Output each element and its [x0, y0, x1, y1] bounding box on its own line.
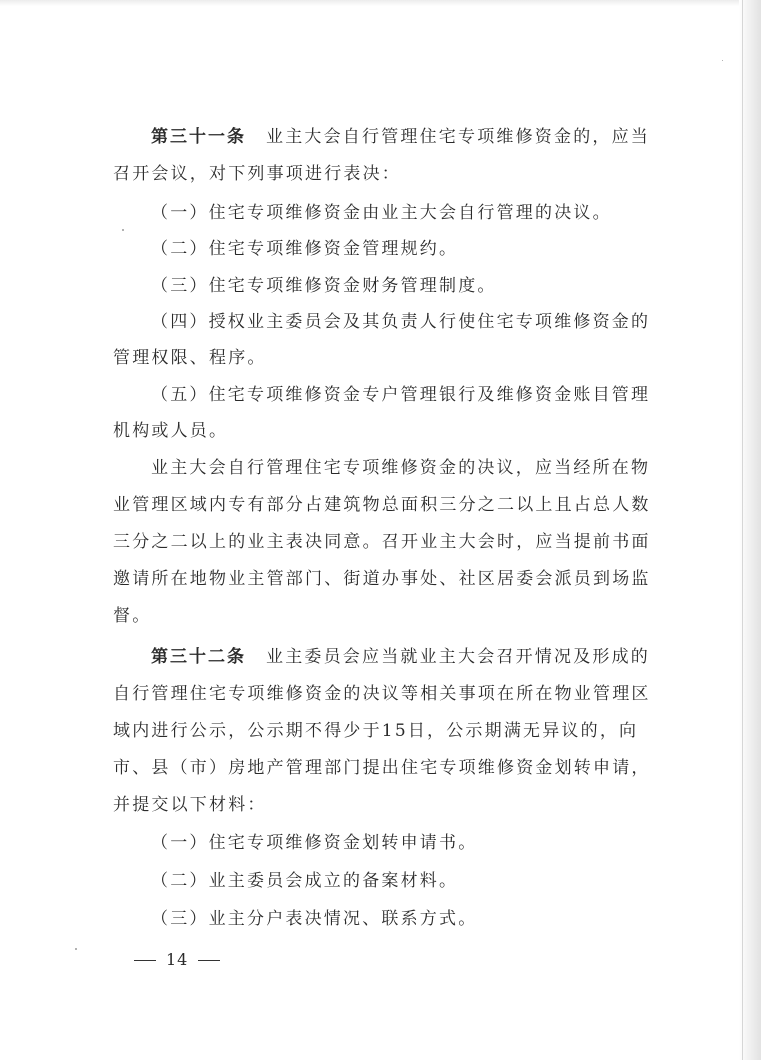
scan-speck [722, 60, 723, 61]
article-32-heading: 第三十二条 [151, 647, 246, 667]
article-32-line-4: 市、县（市）房地产管理部门提出住宅专项维修资金划转申请， [113, 758, 651, 778]
footer-dash-right [198, 960, 220, 961]
page-number: 14 [166, 950, 189, 969]
article-31-item-4-line-2: 管理权限、程序。 [113, 348, 267, 368]
article-32-text: 业主委员会应当就业主大会召开情况及形成的 [266, 647, 650, 667]
article-32-item-3: （三）业主分户表决情况、联系方式。 [151, 909, 478, 929]
page-footer [124, 948, 230, 972]
article-32-item-2: （二）业主委员会成立的备案材料。 [151, 871, 459, 891]
article-31-paragraph-line-5: 督。 [113, 606, 152, 626]
footer-dash-left [134, 960, 156, 961]
page-top-shadow [0, 0, 761, 6]
article-31-paragraph-line-3: 三分之二以上的业主表决同意。召开业主大会时，应当提前书面 [113, 532, 651, 552]
article-32-first-line [151, 642, 650, 672]
article-32-item-1: （一）住宅专项维修资金划转申请书。 [151, 833, 478, 853]
article-31-line-2: 召开会议，对下列事项进行表决： [113, 164, 401, 184]
article-32-line-5: 并提交以下材料： [113, 795, 267, 815]
article-31-item-5-line-1: （五）住宅专项维修资金专户管理银行及维修资金账目管理 [151, 385, 651, 405]
article-31-item-1: （一）住宅专项维修资金由业主大会自行管理的决议。 [151, 203, 612, 223]
article-31-heading: 第三十一条 [151, 127, 246, 147]
article-31-first-line [151, 122, 650, 152]
article-31-item-4-line-1: （四）授权业主委员会及其负责人行使住宅专项维修资金的 [151, 312, 651, 332]
article-31-item-2: （二）住宅专项维修资金管理规约。 [151, 239, 459, 259]
scan-speck [122, 229, 124, 231]
article-31-text: 业主大会自行管理住宅专项维修资金的，应当 [266, 127, 650, 147]
article-31-paragraph-line-4: 邀请所在地物业主管部门、街道办事处、社区居委会派员到场监 [113, 569, 651, 589]
article-31-item-3: （三）住宅专项维修资金财务管理制度。 [151, 276, 497, 296]
article-32-line-3: 域内进行公示，公示期不得少于15日，公示期满无异议的，向 [113, 721, 639, 741]
scan-speck [75, 948, 77, 950]
article-31-paragraph-line-1: 业主大会自行管理住宅专项维修资金的决议，应当经所在物 [151, 458, 651, 478]
article-32-line-2: 自行管理住宅专项维修资金的决议等相关事项在所在物业管理区 [113, 684, 651, 704]
article-31-item-5-line-2: 机构或人员。 [113, 421, 229, 441]
article-31-paragraph-line-2: 业管理区域内专有部分占建筑物总面积三分之二以上且占总人数 [113, 495, 651, 515]
page-right-edge-line [742, 0, 743, 1060]
